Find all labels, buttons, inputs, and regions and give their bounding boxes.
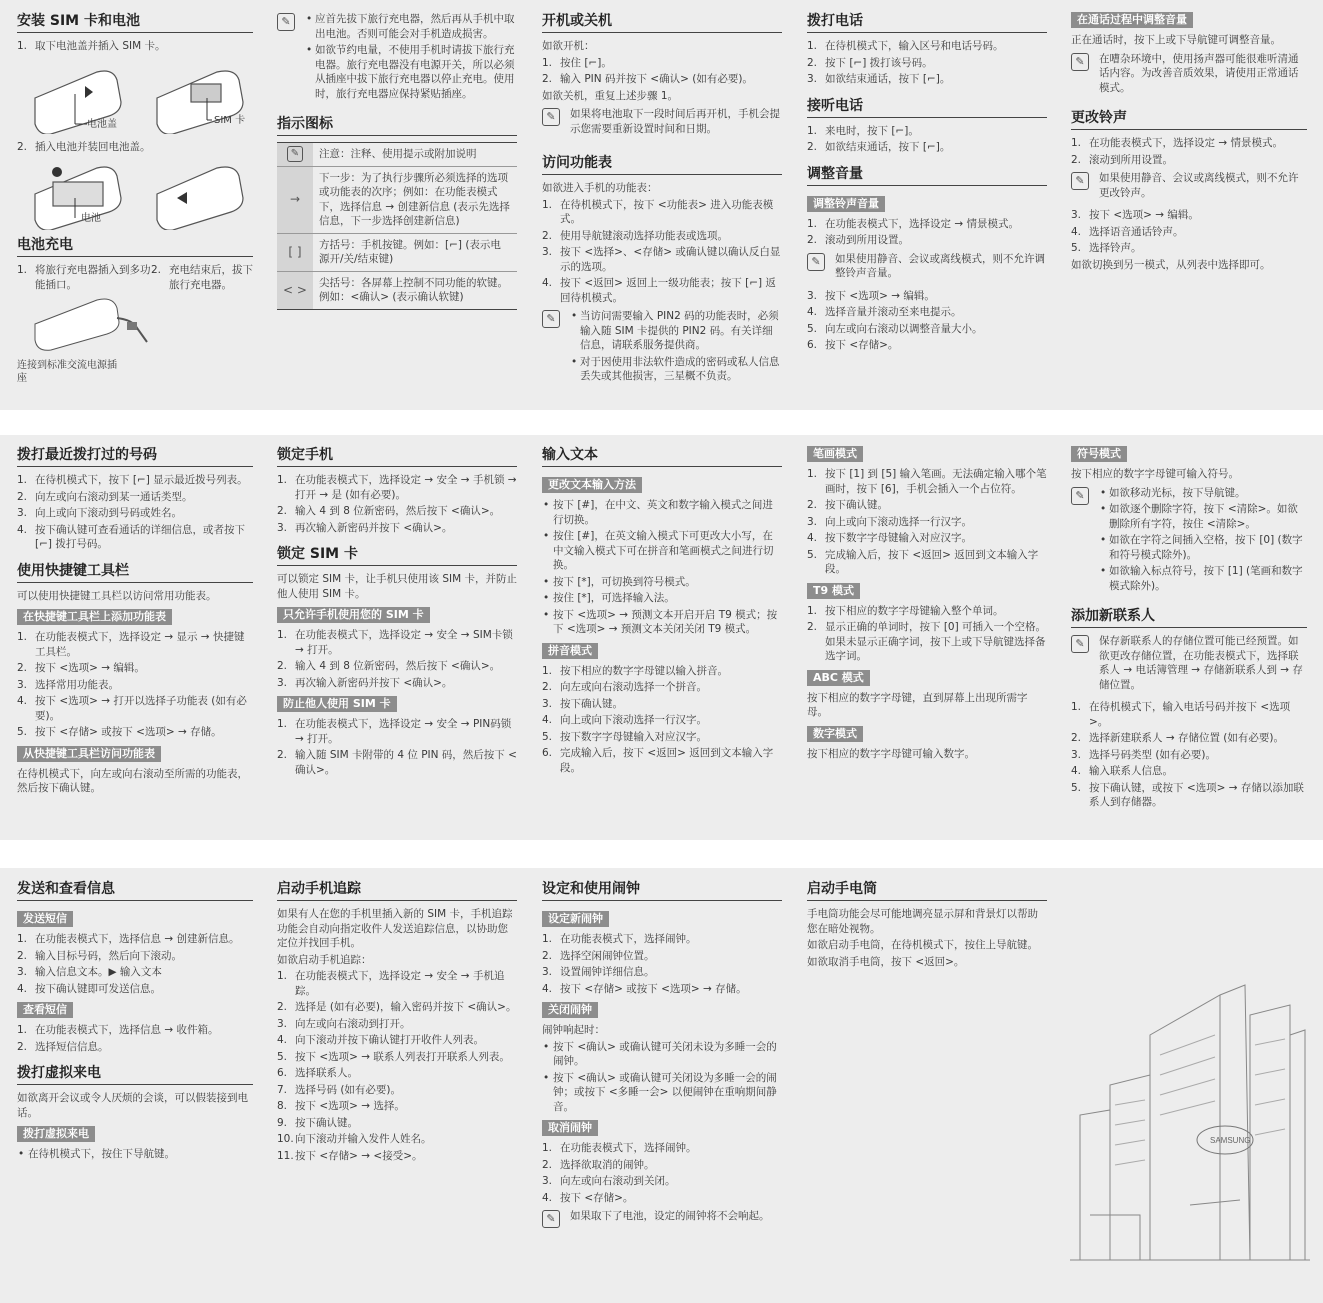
torch-on-text: 如欲启动手电筒，在待机模式下，按住上导航键。 [807, 939, 1038, 951]
call-step: 3. 如欲结束通话，按下 [⌐]。 [807, 73, 951, 85]
power-on-intro: 如欲开机： [542, 40, 595, 52]
tracker-step: 2. 选择是 (如有必要)，输入密码并按下 <确认>。 [277, 1001, 517, 1013]
tracker-step: 5. 按下 <选项> → 联系人列表打开联系人列表。 [277, 1050, 510, 1063]
ring-text: 如欲切换到另一模式，从列表中选择即可。 [1071, 258, 1271, 271]
set-alarm-subtitle: 设定新闹钟 [542, 911, 609, 927]
stroke-step: 5. 完成输入后，按下 <返回> 返回到文本输入字段。 [807, 548, 1039, 575]
menu-step: 2. 使用导航键滚动选择功能表或选项。 [542, 229, 728, 242]
send-step: 2. 输入目标号码，然后向下滚动。 [17, 949, 182, 962]
sim-illustration [17, 58, 253, 134]
icon-row-angle: < > 尖括号：各屏幕上控制不同功能的软键。例如：<确认> (表示确认软键) [277, 272, 517, 309]
pinlock-step: 2. 输入随 SIM 卡附带的 4 位 PIN 码，然后按下 <确认>。 [277, 749, 517, 776]
note-icon: ✎ [1071, 172, 1089, 190]
col-tracker [277, 880, 517, 1165]
view-sms-subtitle: 查看短信 [17, 1002, 73, 1018]
shortcut-step: 4. 按下 <选项> → 打开以选择子功能表 (如有必要)。 [17, 695, 247, 722]
answer-title: 接听电话 [807, 97, 1047, 118]
call-step: 1. 在待机模式下，输入区号和电话号码。 [807, 40, 1004, 52]
send-step: 3. 输入信息文本。▶ 输入文本 [17, 966, 162, 978]
cancel-alarm-step: 1. 在功能表模式下，选择闹钟。 [542, 1142, 697, 1154]
alarm-note: ✎ 如果取下了电池，设定的闹钟将不会响起。 [542, 1209, 782, 1224]
tracker-step: 9. 按下确认键。 [277, 1116, 358, 1129]
contact-title: 添加新联系人 [1071, 607, 1307, 628]
menu-title: 访问功能表 [542, 154, 782, 175]
col-alarm [542, 880, 782, 1232]
stroke-step: 4. 按下数字字母键输入对应汉字。 [807, 532, 972, 544]
power-off-text: 如欲关机，重复上述步骤 1。 [542, 89, 679, 102]
shortcut-subtitle-1: 在快捷键工具栏上添加功能表 [17, 609, 172, 625]
ring-title: 更改铃声 [1071, 109, 1307, 130]
cancel-alarm-subtitle: 取消闹钟 [542, 1120, 598, 1136]
tracker-title: 启动手机追踪 [277, 880, 517, 901]
number-subtitle: 数字模式 [807, 726, 863, 742]
shortcut-step: 5. 按下 <存储> 或按下 <选项> → 存储。 [17, 726, 222, 738]
lock-step: 1. 在功能表模式下，选择设定 → 安全 → 手机锁 → 打开 → 是 (如有必要)。 [277, 474, 517, 501]
set-alarm-step: 3. 设置闹钟详细信息。 [542, 966, 655, 978]
simlock-step: 2. 输入 4 到 8 位新密码，然后按下 <确认>。 [277, 660, 501, 672]
col-message [17, 880, 253, 1164]
contact-note: ✎ 保存新联系人的存储位置可能已经预置。如欲更改存储位置，在功能表模式下，选择联系人 → 电话簿管理 → 存储新联系人到 → 存储位置。 [1071, 634, 1307, 692]
volume-step: 6. 按下 <存储>。 [807, 339, 899, 351]
tracker-step: 10. 向下滚动并输入发件人姓名。 [277, 1133, 432, 1145]
send-step: 1. 在功能表模式下，选择信息 → 创建新信息。 [17, 933, 240, 945]
menu-step: 3. 按下 <选择>、<存储> 或确认键以确认反白显示的选项。 [542, 246, 781, 273]
city-illustration [1070, 975, 1310, 1265]
shortcut-step: 1. 在功能表模式下，选择设定 → 显示 → 快捷键工具栏。 [17, 631, 245, 658]
call-volume-text: 正在通话时，按下上或下导航键可调整音量。 [1071, 34, 1281, 46]
note-icon: ✎ [277, 13, 295, 31]
note-icon: ✎ [1071, 487, 1089, 505]
abc-subtitle: ABC 模式 [807, 670, 870, 686]
charger-note [277, 12, 517, 101]
recent-step: 4. 按下确认键可查看通话的详细信息，或者按下 [⌐] 拨打号码。 [17, 523, 245, 550]
view-step: 2. 选择短信信息。 [17, 1040, 109, 1053]
charger-caption: 连接到标准交流电源插座 [17, 359, 117, 384]
call-volume-subtitle: 在通话过程中调整音量 [1071, 12, 1193, 28]
icon-table [277, 142, 517, 310]
note-icon: ✎ [542, 108, 560, 126]
volume-step: 2. 滚动到所用设置。 [807, 234, 909, 246]
col-torch [807, 880, 1047, 971]
recent-step: 2. 向左或向右滚动到某一通话类型。 [17, 490, 193, 503]
set-alarm-step: 4. 按下 <存储> 或按下 <选项> → 存储。 [542, 982, 747, 995]
battery-caption: 电池 [81, 213, 101, 224]
stroke-subtitle: 笔画模式 [807, 446, 863, 462]
tracker-step: 6. 选择联系人。 [277, 1067, 358, 1079]
shortcut-step: 2. 按下 <选项> → 编辑。 [17, 662, 145, 674]
tracker-step: 7. 选择号码 (如有必要)。 [277, 1083, 402, 1096]
sim-step-1: 1. 取下电池盖并插入 SIM 卡。 [17, 40, 166, 52]
col-power-menu [542, 12, 782, 392]
stop-alarm-bullet: • 按下 <确认> 或确认键可关闭设为多睡一会的闹钟；或按下 <多睡一会> 以便闹钟在重响期间静音。 [542, 1071, 782, 1115]
pinyin-step: 4. 向上或向下滚动选择一行汉字。 [542, 714, 707, 726]
simlock-step: 3. 再次输入新密码并按下 <确认>。 [277, 676, 453, 689]
torch-text: 手电筒功能会尽可能地调亮显示屏和背景灯以帮助您在暗处视物。 [807, 908, 1038, 935]
stroke-step: 2. 按下确认键。 [807, 499, 888, 511]
note-icon: ✎ [542, 1210, 560, 1228]
shortcut-text: 可以使用快捷键工具栏以访问常用功能表。 [17, 589, 217, 602]
volume-title: 调整音量 [807, 165, 1047, 186]
note-icon: ✎ [287, 146, 303, 162]
col-lock [277, 446, 517, 779]
col-charger-note [277, 12, 517, 310]
stop-alarm-bullet: • 按下 <确认> 或确认键可关闭未设为多睡一会的闹钟。 [542, 1040, 782, 1069]
set-alarm-step: 1. 在功能表模式下，选择闹钟。 [542, 933, 697, 945]
torch-title: 启动手电筒 [807, 880, 1047, 901]
number-text: 按下相应的数字字母键可输入数字。 [807, 747, 975, 760]
contact-step: 2. 选择新建联系人 → 存储位置 (如有必要)。 [1071, 732, 1285, 744]
note-icon: ✎ [807, 253, 825, 271]
battery-insert-illustration [17, 158, 253, 230]
power-step: 2. 输入 PIN 码并按下 <确认> (如有必要)。 [542, 73, 753, 85]
volume-step: 4. 选择音量并滚动至来电提示。 [807, 306, 962, 318]
send-step: 4. 按下确认键即可发送信息。 [17, 982, 161, 995]
set-alarm-step: 2. 选择空闲闹钟位置。 [542, 949, 655, 962]
ring-step: 2. 滚动到所用设置。 [1071, 153, 1173, 166]
contact-step: 5. 按下确认键，或按下 <选项> → 存储以添加联系人到存储器。 [1071, 781, 1304, 808]
charge-title: 电池充电 [17, 236, 253, 257]
shortcut-access-text: 在待机模式下，向左或向右滚动至所需的功能表，然后按下确认键。 [17, 767, 248, 794]
answer-step: 1. 来电时，按下 [⌐]。 [807, 124, 919, 137]
note-bullet: • 如欲节约电量，不使用手机时请拔下旅行充电器。旅行充电器没有电源开关，所以必须从插座中拔下旅行充电器以停止充电。使用时，旅行充电器应保持紧贴插座。 [305, 43, 517, 101]
col-call [807, 12, 1047, 355]
stop-alarm-subtitle: 关闭闹钟 [542, 1002, 598, 1018]
text-bullet: • 按住 [*]，可选择输入法。 [542, 591, 782, 606]
note-icon: ✎ [1071, 53, 1089, 71]
menu-note: ✎ • 当访问需要输入 PIN2 码的功能表时，必须输入随 SIM 卡提供的 PIN2 码。有关详细信息，请联系服务提供商。 • 对于因使用非法软件造成的密码或私人信息丢失或其他损害，三星概不负责。 [542, 309, 782, 384]
simlock-text: 可以锁定 SIM 卡，让手机只使用该 SIM 卡，并防止他人使用 SIM 卡。 [277, 573, 517, 600]
contact-step: 4. 输入联系人信息。 [1071, 765, 1173, 777]
pinlock-step: 1. 在功能表模式下，选择设定 → 安全 → PIN码锁 → 打开。 [277, 718, 512, 745]
lock-step: 2. 输入 4 到 8 位新密码，然后按下 <确认>。 [277, 505, 501, 517]
recent-step: 3. 向上或向下滚动到号码或姓名。 [17, 507, 182, 519]
battery-illustration [17, 158, 253, 230]
power-note: ✎ 如果将电池取下一段时间后再开机，手机会提示您需要重新设置时间和日期。 [542, 107, 782, 136]
call-step: 2. 按下 [⌐] 拨打该号码。 [807, 56, 933, 69]
col-recent [17, 446, 253, 798]
note-bullet: • 应首先拔下旅行充电器，然后再从手机中取出电池。否则可能会对手机造成损害。 [305, 12, 517, 41]
col-stroke [807, 446, 1047, 763]
recent-title: 拨打最近拨打过的号码 [17, 446, 253, 467]
charge-steps [17, 263, 253, 294]
cancel-alarm-step: 2. 选择欲取消的闹钟。 [542, 1158, 655, 1171]
pinyin-step: 3. 按下确认键。 [542, 697, 623, 710]
text-subtitle-1: 更改文本输入方法 [542, 477, 642, 493]
ring-note: ✎ 如果使用静音、会议或离线模式，则不允许更改铃声。 [1071, 171, 1307, 200]
answer-step: 2. 如欲结束通话，按下 [⌐]。 [807, 141, 951, 153]
power-step: 1. 按住 [⌐]。 [542, 56, 612, 69]
recent-step: 1. 在待机模式下，按下 [⌐] 显示最近拨号列表。 [17, 474, 248, 486]
fake-call-bullet: • 在待机模式下，按住下导航键。 [17, 1147, 253, 1162]
volume-step: 5. 向左或向右滚动以调整音量大小。 [807, 322, 983, 335]
icon-row-note: ✎ 注意：注释、使用提示或附加说明 [277, 143, 517, 167]
symbol-subtitle: 符号模式 [1071, 446, 1127, 462]
sim-step-2: 2. 插入电池并装回电池盖。 [17, 140, 151, 153]
angle-brackets-icon: < > [277, 272, 313, 309]
fake-call-text: 如欲离开会议或令人厌烦的会谈，可以假装接到电话。 [17, 1092, 248, 1119]
volume-subtitle: 调整铃声音量 [807, 196, 885, 212]
lock-step: 3. 再次输入新密码并按下 <确认>。 [277, 521, 453, 534]
col-text [542, 446, 782, 777]
ring-step: 3. 按下 <选项> → 编辑。 [1071, 209, 1199, 221]
menu-intro: 如欲进入手机的功能表： [542, 182, 658, 194]
tracker-step: 1. 在功能表模式下，选择设定 → 安全 → 手机追踪。 [277, 970, 505, 997]
cancel-alarm-step: 4. 按下 <存储>。 [542, 1191, 634, 1204]
text-title: 输入文本 [542, 446, 782, 467]
ring-step: 5. 选择铃声。 [1071, 242, 1142, 254]
alarm-title: 设定和使用闹钟 [542, 880, 782, 901]
text-bullet: • 按下 [*]，可切换到符号模式。 [542, 575, 782, 590]
text-bullet: • 按下 [#]，在中文、英文和数字输入模式之间进行切换。 [542, 498, 782, 527]
icon-row-next: → 下一步：为了执行步骤所必须选择的选项或功能表的次序；例如：在功能表模式下，选择信息 → 创建新信息 (表示先选择信息，下一步选择创建新信息) [277, 167, 517, 234]
text-bullet: • 按下 <选项> → 预测文本开启开启 T9 模式；按下 <选项> → 预测文本关闭关闭 T9 模式。 [542, 608, 782, 637]
simlock-subtitle-2: 防止他人使用 SIM 卡 [277, 696, 397, 712]
power-title: 开机或关机 [542, 12, 782, 33]
send-sms-subtitle: 发送短信 [17, 911, 73, 927]
simlock-step: 1. 在功能表模式下，选择设定 → 安全 → SIM卡锁 → 打开。 [277, 629, 513, 656]
simlock-subtitle-1: 只允许手机使用您的 SIM 卡 [277, 607, 430, 623]
call-volume-note: ✎ 在嘈杂环境中，使用扬声器可能很难听清通话内容。为改善音质效果，请使用正常通话模式。 [1071, 52, 1307, 96]
charge-step-1: 1. 将旅行充电器插入到多功能插口。 [17, 264, 151, 291]
arrow-icon: → [277, 167, 313, 233]
square-brackets-icon: [ ] [277, 234, 313, 271]
pinyin-subtitle: 拼音模式 [542, 643, 598, 659]
charger-illustration [17, 294, 157, 354]
view-step: 1. 在功能表模式下，选择信息 → 收件箱。 [17, 1024, 219, 1036]
tracker-step: 8. 按下 <选项> → 选择。 [277, 1100, 405, 1112]
col-ring [1071, 12, 1307, 274]
volume-step: 1. 在功能表模式下，选择设定 → 情景模式。 [807, 217, 1019, 230]
tracker-text: 如果有人在您的手机里插入新的 SIM 卡，手机追踪功能会自动向指定收件人发送追踪信息，以协助您定位并找回手机。 [277, 908, 513, 949]
sim-card-caption: SIM 卡 [214, 114, 246, 126]
charge-step-2: 2. 充电结束后，拔下旅行充电器。 [151, 264, 253, 291]
fake-call-title: 拨打虚拟来电 [17, 1064, 253, 1085]
tracker-step: 11. 按下 <存储> → <接受>。 [277, 1149, 423, 1162]
samsung-sign: SAMSUNG [1210, 1136, 1251, 1145]
shortcut-step: 3. 选择常用功能表。 [17, 678, 119, 691]
icon-row-brackets: [ ] 方括号：手机按键。例如：[⌐] (表示电源开/关/结束键) [277, 234, 517, 272]
ring-step: 1. 在功能表模式下，选择设定 → 情景模式。 [1071, 137, 1283, 149]
volume-step: 3. 按下 <选项> → 编辑。 [807, 289, 935, 302]
simlock-title: 锁定 SIM 卡 [277, 545, 517, 566]
volume-note: ✎ 如果使用静音、会议或离线模式，则不允许调整铃声音量。 [807, 252, 1047, 281]
shortcut-subtitle-2: 从快捷键工具栏访问功能表 [17, 746, 161, 762]
stop-alarm-intro: 闹钟响起时： [542, 1024, 605, 1036]
col-symbol-contact [1071, 446, 1307, 812]
icons-title: 指示图标 [277, 115, 517, 136]
sim-title: 安装 SIM 卡和电池 [17, 12, 253, 33]
symbol-note: ✎ • 如欲移动光标，按下导航键。 • 如欲逐个删除字符，按下 <清除>。如欲删除所有字符，按住 <清除>。 • 如欲在字符之间插入空格，按下 [0] (数字和符号模式除外)。 • 如欲输入标点符号，按下 [1] (笔画和数字模式除外)。 [1071, 486, 1307, 594]
tracker-intro: 如欲启动手机追踪： [277, 953, 372, 966]
stroke-step: 3. 向上或向下滚动选择一行汉字。 [807, 515, 972, 528]
menu-step: 4. 按下 <返回> 返回上一级功能表；按下 [⌐] 返回待机模式。 [542, 277, 776, 304]
tracker-step: 3. 向左或向右滚动到打开。 [277, 1017, 411, 1030]
symbol-text: 按下相应的数字字母键可输入符号。 [1071, 468, 1239, 480]
message-title: 发送和查看信息 [17, 880, 253, 901]
fake-call-subtitle: 拨打虚拟来电 [17, 1126, 95, 1142]
abc-text: 按下相应的数字字母键，直到屏幕上出现所需字母。 [807, 691, 1028, 718]
stroke-step: 1. 按下 [1] 到 [5] 输入笔画。无法确定输入哪个笔画时，按下 [6]，手机会插入一个占位符。 [807, 468, 1047, 495]
pinyin-step: 1. 按下相应的数字字母键以输入拼音。 [542, 664, 728, 677]
pinyin-step: 2. 向左或向右滚动选择一个拼音。 [542, 681, 707, 693]
menu-step: 1. 在待机模式下，按下 <功能表> 进入功能表模式。 [542, 198, 774, 225]
pinyin-step: 5. 按下数字字母键输入对应汉字。 [542, 730, 707, 743]
contact-step: 3. 选择号码类型 (如有必要)。 [1071, 748, 1217, 761]
note-icon: ✎ [542, 310, 560, 328]
shortcut-title: 使用快捷键工具栏 [17, 562, 253, 583]
pinyin-step: 6. 完成输入后，按下 <返回> 返回到文本输入字段。 [542, 747, 774, 774]
call-title: 拨打电话 [807, 12, 1047, 33]
tracker-step: 4. 向下滚动并按下确认键打开收件人列表。 [277, 1034, 484, 1046]
lock-title: 锁定手机 [277, 446, 517, 467]
cancel-alarm-step: 3. 向左或向右滚动到关闭。 [542, 1175, 676, 1187]
contact-step: 1. 在待机模式下，输入电话号码并按下 <选项>。 [1071, 701, 1291, 728]
text-bullet: • 按住 [#]，在英文输入模式下可更改大小写，在中文输入模式下可在拼音和笔画模式之间进行切换。 [542, 529, 782, 573]
ring-step: 4. 选择语音通话铃声。 [1071, 225, 1184, 238]
t9-step: 1. 按下相应的数字字母键输入整个单词。 [807, 604, 1004, 617]
torch-off-text: 如欲取消手电筒，按下 <返回>。 [807, 955, 965, 968]
note-icon: ✎ [1071, 635, 1089, 653]
col-sim [17, 12, 253, 385]
t9-step: 2. 显示正确的单词时，按下 [0] 可插入一个空格。如果未显示正确字词，按下上或下导航键选择备选字词。 [807, 621, 1047, 662]
t9-subtitle: T9 模式 [807, 583, 860, 599]
battery-cover-caption: 电池盖 [87, 118, 117, 130]
